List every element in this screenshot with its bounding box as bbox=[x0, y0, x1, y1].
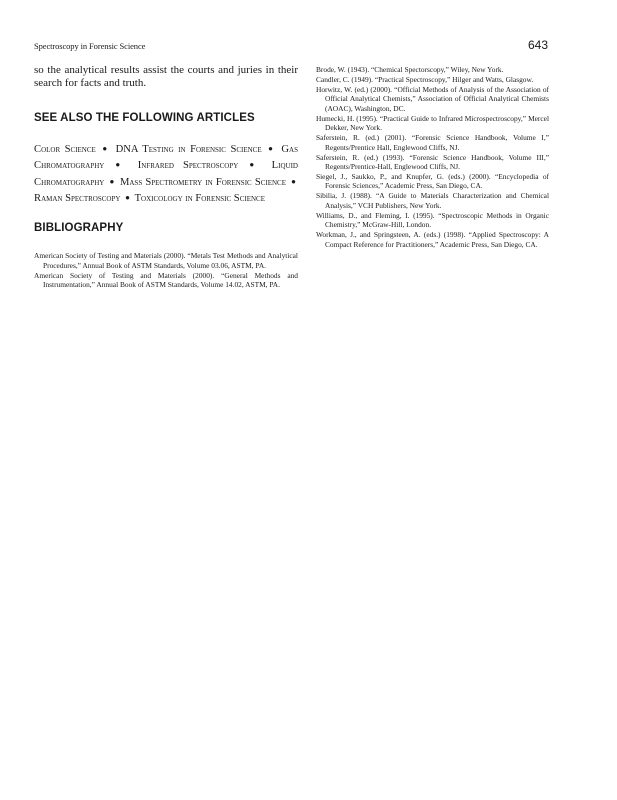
bullet-separator: ● bbox=[102, 144, 110, 153]
see-also-gas-chromatography[interactable]: Gas Chromatography bbox=[34, 144, 298, 172]
bullet-separator: ● bbox=[268, 144, 275, 153]
bibliography-entry: Candler, C. (1949). “Practical Spectroscopy,” Hilger and Watts, Glasgow. bbox=[316, 75, 534, 84]
bullet-separator: ● bbox=[109, 176, 115, 186]
see-also-mass-spectrometry[interactable]: Mass Spectrometry in Forensic Science bbox=[119, 176, 286, 188]
bibliography-heading: BIBLIOGRAPHY bbox=[34, 222, 124, 235]
bibliography-entry: Williams, D., and Fleming, I. (1995). “Spectroscopic Methods in Organic Chemistry,” McGraw-Hill, London. bbox=[316, 210, 549, 230]
running-title: Spectroscopy in Forensic Science bbox=[34, 41, 146, 51]
bibliography-entry: Saferstein, R. (ed.) (2001). “Forensic Science Handbook, Volume I,” Regents/Prentice Hall, Englewood Cliffs, NJ. bbox=[316, 133, 549, 152]
bibliography-entry: American Society of Testing and Materials (2000). “General Methods and Instrumentation,” Annual Book of ASTM Standards, Volume 14.02, ASTM, PA. bbox=[34, 270, 298, 289]
see-also-dna-testing[interactable]: DNA Testing in Forensic Science bbox=[115, 144, 262, 155]
bullet-separator: ● bbox=[115, 160, 127, 170]
bibliography-entry: American Society of Testing and Materials (2000). “Metals Test Methods and Analytical Procedures,” Annual Book of ASTM Standards, Volume 03.06, ASTM, PA. bbox=[34, 251, 298, 270]
see-also-infrared-spectroscopy[interactable]: Infrared Spectroscopy bbox=[137, 160, 239, 172]
see-also-raman-spectroscopy[interactable]: Raman Spectroscopy bbox=[34, 192, 121, 204]
see-also-list bbox=[34, 141, 298, 206]
bibliography-entry: Sibilia, J. (1988). “A Guide to Materials Characterization and Chemical Analysis,” VCH Publishers, New York. bbox=[316, 191, 549, 210]
see-also-liquid-chromatography[interactable]: Liquid Chromatography bbox=[34, 160, 298, 188]
bibliography-list-left bbox=[34, 251, 298, 289]
bibliography-entry: Brode, W. (1943). “Chemical Spectorscopy,” Wiley, New York. bbox=[316, 65, 504, 74]
see-also-heading: SEE ALSO THE FOLLOWING ARTICLES bbox=[34, 112, 255, 124]
bibliography-entry: Saferstein, R. (ed.) (1993). “Forensic Science Handbook, Volume III,” Regents/Prentice-Hall, Englewood Cliffs, NJ. bbox=[316, 152, 549, 172]
bullet-separator: ● bbox=[125, 192, 130, 202]
right-column bbox=[316, 65, 549, 250]
bullet-separator: ● bbox=[291, 176, 296, 186]
see-also-toxicology[interactable]: Toxicology in Forensic Science bbox=[134, 192, 265, 204]
bibliography-entry: Siegel, J., Saukko, P., and Knupfer, G. (eds.) (2000). “Encyclopedia of Forensic Sciences,” Academic Press, San Diego, CA. bbox=[316, 172, 549, 191]
continued-paragraph: so the analytical results assist the courts and juries in their search for facts and truth. bbox=[34, 64, 298, 89]
bullet-separator: ● bbox=[249, 160, 261, 170]
bibliography-entry: Workman, J., and Springsteen, A. (eds.) (1998). “Applied Spectroscopy: A Compact Reference for Practitioners,” Academic Press, San Diego, CA. bbox=[316, 230, 549, 249]
left-column bbox=[34, 64, 298, 290]
page-number: 643 bbox=[528, 38, 549, 52]
bibliography-entry: Humecki, H. (1995). “Practical Guide to Infrared Microspectroscopy,” Mercel Dekker, New York. bbox=[316, 113, 549, 133]
see-also-color-science[interactable]: Color Science bbox=[34, 144, 96, 155]
bibliography-list-right bbox=[316, 65, 549, 249]
bibliography-entry: Horwitz, W. (ed.) (2000). “Official Methods of Analysis of the Association of Official Analytical Chemists,” Association of Official Analytical Chemists (AOAC), Washington, DC. bbox=[316, 85, 549, 113]
